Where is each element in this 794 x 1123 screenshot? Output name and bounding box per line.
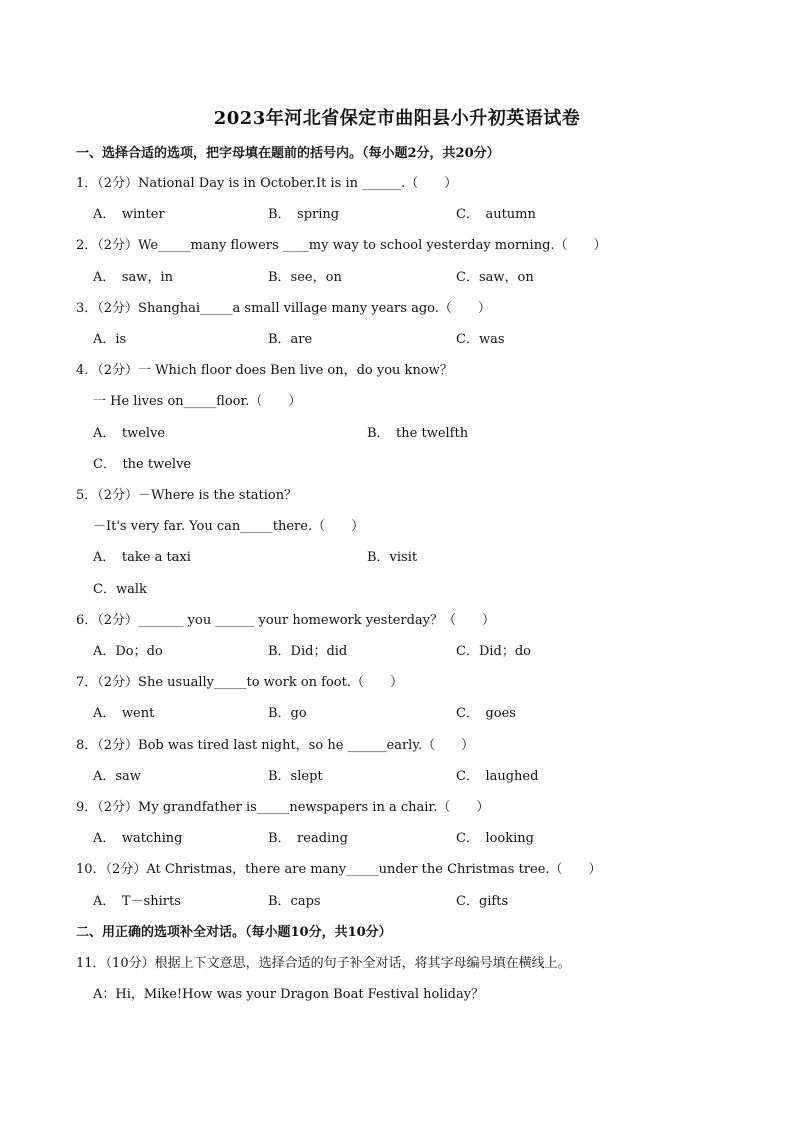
question-5-option-b: B．visit	[367, 550, 418, 565]
question-6-option-a: A．Do；do	[93, 644, 163, 659]
dialogue-line-1: A：Hi，Mike!How was your Dragon Boat Festival holiday？	[93, 987, 485, 1002]
question-1-option-a: A． winter	[93, 207, 165, 222]
question-4-option-b: B． the twelfth	[367, 426, 469, 441]
question-7-option-a: A． went	[93, 706, 155, 721]
question-5-option-c: C．walk	[93, 582, 147, 597]
question-6-stem: 6．（2分）_______ you ______ your homework yesterday？（ ）	[76, 613, 496, 628]
question-3-option-a: A．is	[93, 332, 127, 347]
question-5-stem: 5．（2分）－Where is the station？	[76, 488, 298, 503]
question-4-option-c: C． the twelve	[93, 457, 192, 472]
question-3-stem: 3．（2分）Shanghai_____a small village many years ago.（ ）	[76, 301, 491, 316]
question-10-option-a: A． T－shirts	[93, 894, 181, 909]
question-6-option-b: B．Did；did	[268, 644, 348, 659]
question-4-stem: 4．（2分）一 Which floor does Ben live on，do you know？	[76, 363, 453, 378]
question-8-option-b: B．slept	[268, 769, 323, 784]
question-9-stem: 9．（2分）My grandfather is_____newspapers in a chair.（ ）	[76, 800, 490, 815]
question-3-option-b: B．are	[268, 332, 313, 347]
question-10-option-b: B．caps	[268, 894, 321, 909]
question-10-option-c: C．gifts	[456, 894, 509, 909]
question-2-option-b: B．see，on	[268, 270, 342, 285]
question-8-stem: 8．（2分）Bob was tired last night，so he ______early.（ ）	[76, 738, 475, 753]
question-9-option-c: C． looking	[456, 831, 534, 846]
question-1-option-b: B． spring	[268, 207, 340, 222]
question-2-option-a: A． saw，in	[93, 270, 173, 285]
question-5-option-a: A． take a taxi	[93, 550, 191, 565]
question-7-option-b: B．go	[268, 706, 307, 721]
question-2-option-c: C．saw，on	[456, 270, 534, 285]
question-2-stem: 2．（2分）We_____many flowers ____my way to school yesterday morning.（ ）	[76, 238, 607, 253]
question-7-stem: 7．（2分）She usually_____to work on foot.（ ）	[76, 675, 403, 690]
question-6-option-c: C．Did；do	[456, 644, 531, 659]
question-3-option-c: C．was	[456, 332, 505, 347]
question-1-stem: 1．（2分）National Day is in October.It is in ______.（ ）	[76, 176, 458, 191]
question-9-option-a: A． watching	[93, 831, 183, 846]
question-10-stem: 10．（2分）At Christmas，there are many_____under the Christmas tree.（ ）	[76, 862, 602, 877]
question-1-option-c: C． autumn	[456, 207, 536, 222]
question-7-option-c: C． goes	[456, 706, 516, 721]
question-9-option-b: B． reading	[268, 831, 348, 846]
question-8-option-c: C． laughed	[456, 769, 539, 784]
question-4-stem-line-2: 一 He lives on_____floor.（ ）	[93, 394, 302, 409]
section-heading-1: 一、选择合适的选项，把字母填在题前的括号内。（每小题2分，共20分）	[76, 146, 500, 161]
question-11-stem: 11．（10分）根据上下文意思，选择合适的句子补全对话，将其字母编号填在横线上。	[76, 956, 571, 971]
question-5-stem-line-2: －It's very far. You can_____there.（ ）	[93, 519, 365, 534]
page-title: 2023年河北省保定市曲阳县小升初英语试卷	[213, 108, 581, 129]
question-8-option-a: A．saw	[93, 769, 141, 784]
question-4-option-a: A． twelve	[93, 426, 166, 441]
section-heading-2: 二、用正确的选项补全对话。（每小题10分，共10分）	[76, 925, 392, 940]
